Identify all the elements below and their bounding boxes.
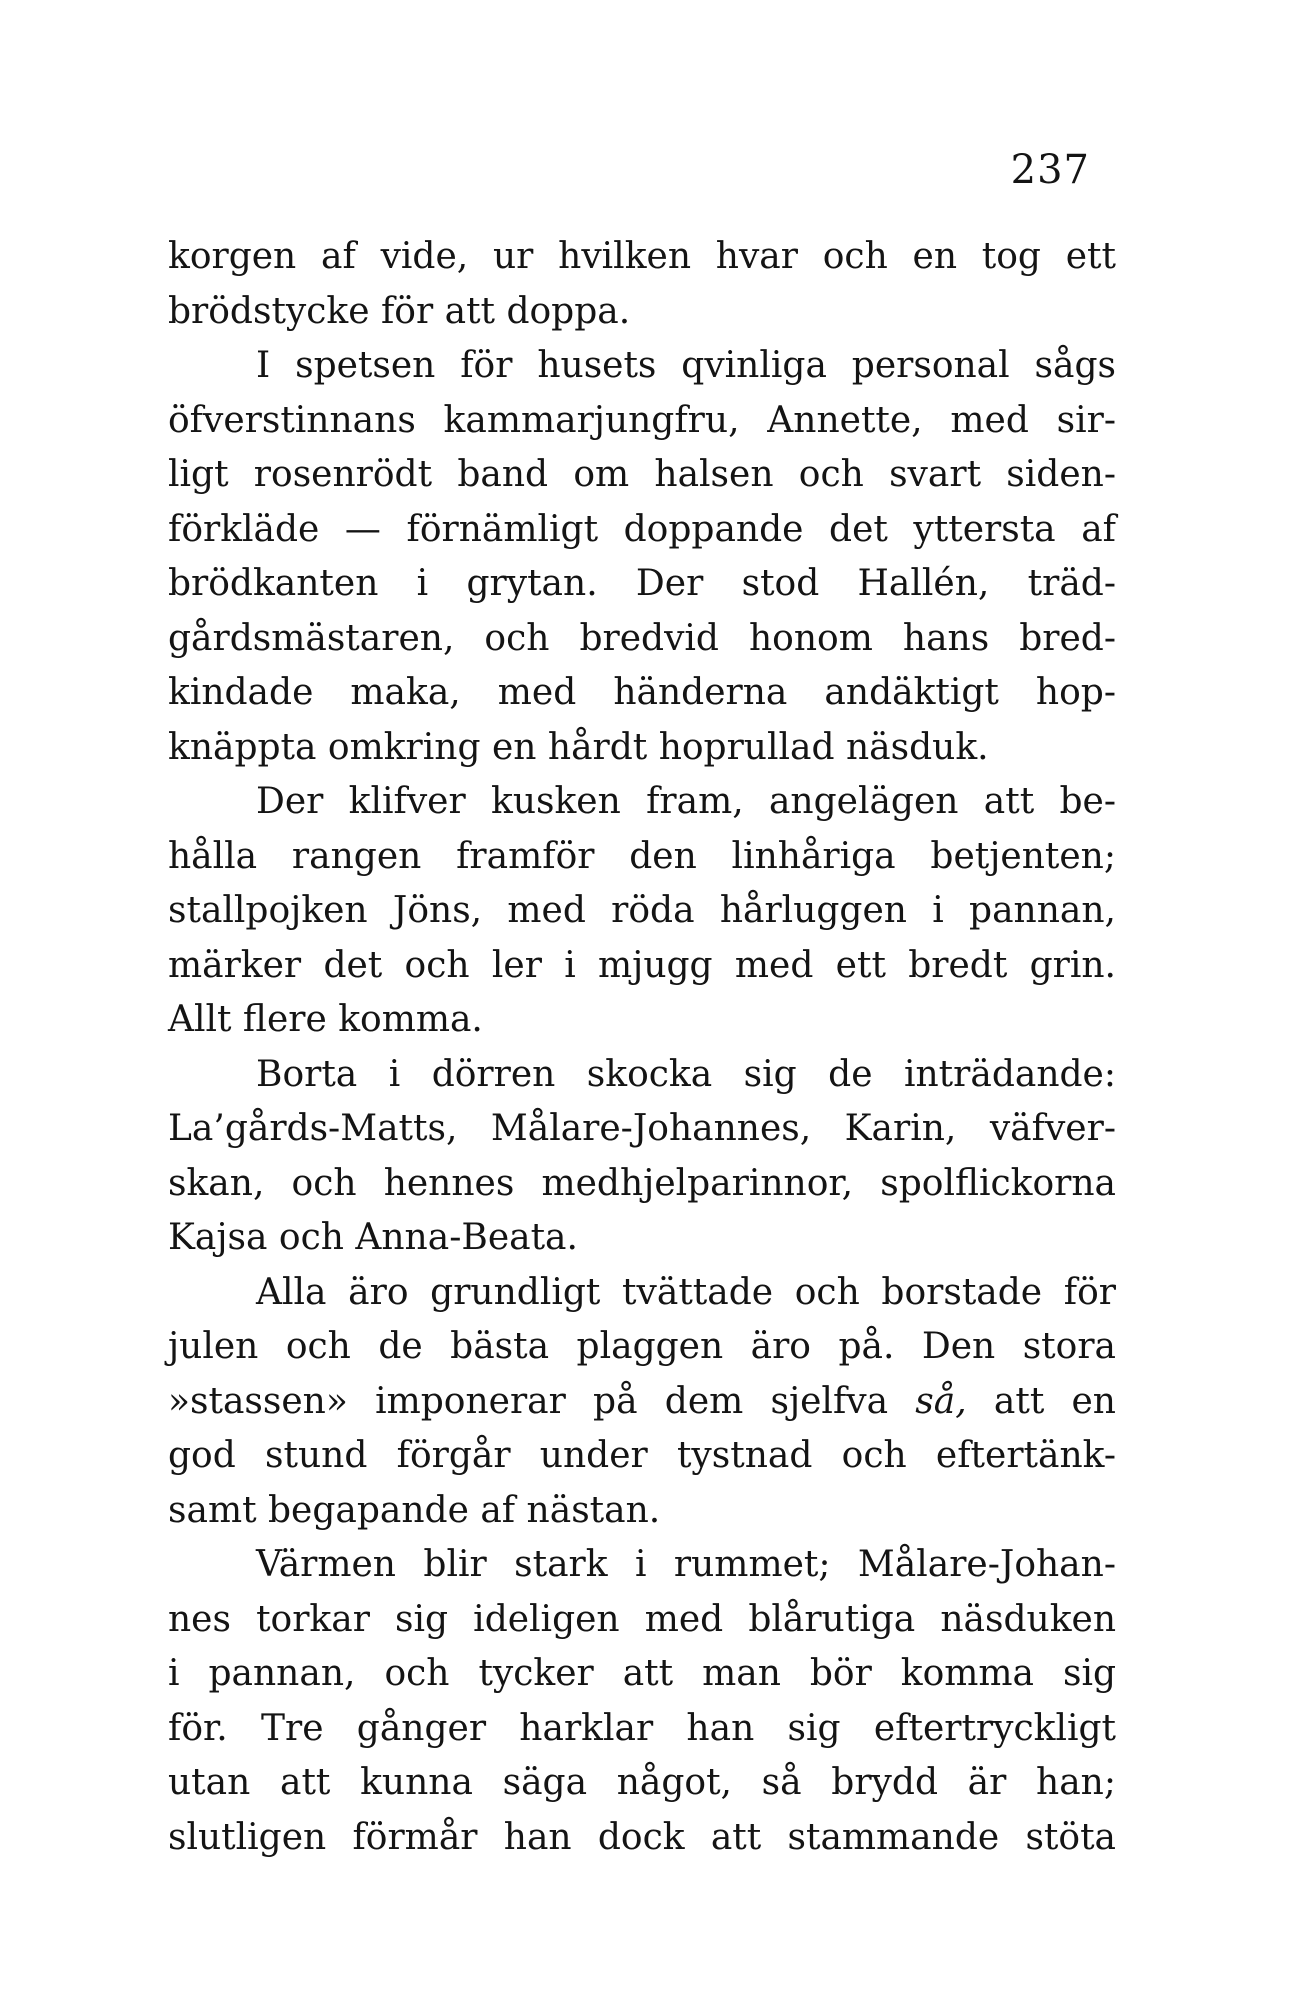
text-line: Värmen blir stark i rummet; Målare-Johan-	[256, 1544, 1116, 1585]
text-line: stallpojken Jöns, med röda hårluggen i pannan,	[168, 890, 1116, 931]
text-line: Borta i dörren skocka sig de inträdande:	[256, 1053, 1116, 1095]
text-line: förkläde — förnämligt doppande det yttersta af	[168, 508, 1116, 550]
text-line: i pannan, och tycker att man bör komma sig	[168, 1653, 1116, 1694]
text-line: brödkanten i grytan. Der stod Hallén, träd-	[168, 563, 1116, 604]
page-number: 237	[1010, 147, 1090, 193]
emphasized-text: så,	[915, 1380, 967, 1422]
text-line: märker det och ler i mjugg med ett bredt grin.	[168, 944, 1116, 986]
text-line: Allt flere komma.	[168, 999, 483, 1040]
text-line: samt begapande af nästan.	[168, 1489, 661, 1531]
text-line: för. Tre gånger harklar han sig eftertryckligt	[168, 1707, 1116, 1749]
text-segment: »stassen» imponerar på dem sjelfva	[168, 1380, 916, 1422]
text-line: skan, och hennes medhjelparinnor, spolflickorna	[168, 1162, 1116, 1204]
text-line: Alla äro grundligt tvättade och borstade för	[256, 1271, 1116, 1313]
text-line: knäppta omkring en hårdt hoprullad näsduk.	[168, 726, 989, 768]
text-line	[168, 1375, 1116, 1430]
text-line: gårdsmästaren, och bredvid honom hans bred-	[168, 617, 1116, 659]
text-line: korgen af vide, ur hvilken hvar och en tog ett	[168, 236, 1116, 277]
text-line: slutligen förmår han dock att stammande stöta	[168, 1816, 1116, 1858]
text-line: I spetsen för husets qvinliga personal sågs	[256, 345, 1116, 386]
text-line: kindade maka, med händerna andäktigt hop-	[168, 672, 1116, 713]
text-line: god stund förgår under tystnad och eftertänk-	[168, 1435, 1116, 1476]
text-line: Der klifver kusken fram, angelägen att be-	[256, 781, 1116, 822]
text-segment: att en	[966, 1380, 1116, 1422]
text-line: julen och de bästa plaggen äro på. Den stora	[168, 1326, 1116, 1367]
text-line: utan att kunna säga något, så brydd är han;	[168, 1762, 1116, 1803]
text-line: La’gårds-Matts, Målare-Johannes, Karin, väfver-	[168, 1108, 1116, 1149]
text-line: hålla rangen framför den linhåriga betjenten;	[168, 835, 1116, 877]
text-line: brödstycke för att doppa.	[168, 290, 631, 332]
body-text	[168, 230, 1116, 1865]
text-line: Kajsa och Anna-Beata.	[168, 1217, 578, 1258]
text-line: nes torkar sig ideligen med blårutiga näsduken	[168, 1598, 1116, 1640]
text-line: ligt rosenrödt band om halsen och svart siden-	[168, 454, 1116, 495]
text-line: öfverstinnans kammarjungfru, Annette, med sir-	[168, 399, 1116, 441]
